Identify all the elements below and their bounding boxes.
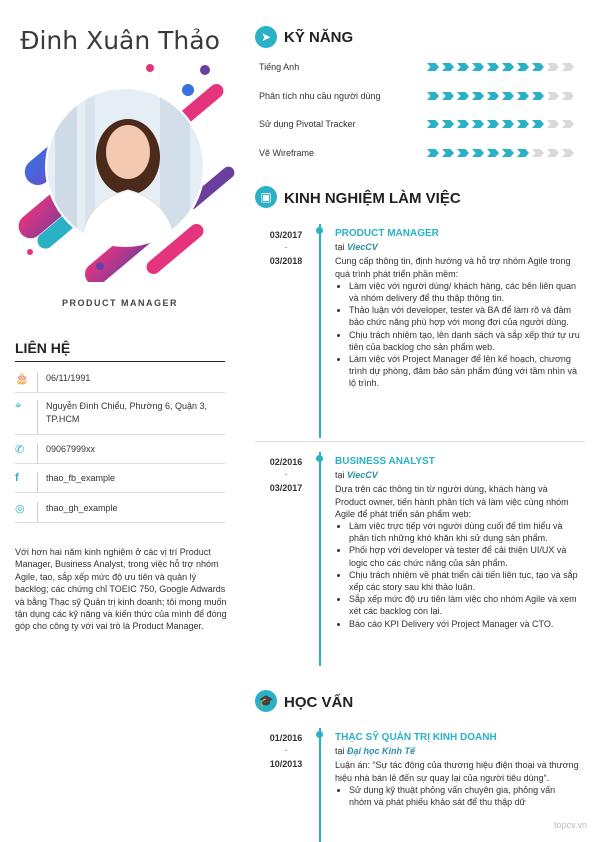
job-bullet: • Chịu trách nhiệm tạo, lên danh sách và sắp xếp thứ tự ưu tiên của backlog cho sản phẩm web. xyxy=(349,329,580,353)
timeline-line xyxy=(319,728,321,842)
job-description: Dựa trên các thông tin từ người dùng, khách hàng và Product owner, tiến hành phân tích và làm việc cùng nhóm Agile để phát triển sản phẩm web: xyxy=(335,484,569,519)
edu-end-date: 10/2013 xyxy=(269,759,303,769)
left-column xyxy=(0,0,235,842)
contact-heading-rule xyxy=(15,361,225,362)
skill-level-chevron xyxy=(532,92,544,100)
skill-row xyxy=(259,62,579,76)
skill-level-chevron xyxy=(472,120,484,128)
entry-divider xyxy=(255,441,585,442)
paper-plane-icon: ➤ xyxy=(255,26,277,48)
timeline-dot xyxy=(316,731,323,738)
skill-level-chevron xyxy=(427,92,439,100)
job-bullet: • Phối hợp với developer và tester để cải thiện UI/UX và logic cho các chức năng của sản phẩm. xyxy=(349,544,580,568)
job-start-date: 03/2017 xyxy=(269,230,303,240)
skill-level-chevron xyxy=(427,63,439,71)
school xyxy=(335,745,580,757)
candidate-name: Đinh Xuân Thảo xyxy=(20,26,220,55)
skill-level-chevron xyxy=(457,63,469,71)
contact-facebook-text[interactable]: thao_fb_example xyxy=(46,473,116,483)
phone-icon: ✆ xyxy=(15,444,25,456)
job-bullet: • Làm việc trực tiếp với người dùng cuối để tìm hiểu và phân tích những khó khăn khi sử dụng sản phẩm. xyxy=(349,520,580,544)
job-bullets xyxy=(335,280,580,390)
skill-level-chevron xyxy=(547,120,559,128)
skill-label: Phân tích nhu cầu người dùng xyxy=(259,91,381,101)
skill-level-chevron xyxy=(472,149,484,157)
skill-label: Tiếng Anh xyxy=(259,62,300,72)
briefcase-icon: ▣ xyxy=(255,186,277,208)
skill-level-chevron xyxy=(517,120,529,128)
skill-row xyxy=(259,91,579,105)
job-end-date: 03/2017 xyxy=(269,483,303,493)
skill-level-chevron xyxy=(442,149,454,157)
date-dash: - xyxy=(284,242,288,252)
education-bullet: • Sử dụng kỹ thuật phỏng vấn chuyên gia, phỏng vấn nhóm và phát phiếu khảo sát để thu thập dữ xyxy=(349,784,580,808)
skill-level-chevron xyxy=(442,92,454,100)
skill-level-chevron xyxy=(502,92,514,100)
skill-level-chevron xyxy=(562,63,574,71)
job-title: PRODUCT MANAGER xyxy=(335,228,439,239)
github-icon: ◎ xyxy=(15,503,25,515)
skill-level-chevron xyxy=(502,63,514,71)
skill-level-chevron xyxy=(457,92,469,100)
skill-level-chevron xyxy=(442,120,454,128)
contact-separator xyxy=(37,502,38,522)
skill-level-chevron xyxy=(442,63,454,71)
skill-level-chevron xyxy=(532,120,544,128)
skill-level-chevron xyxy=(502,149,514,157)
skill-level xyxy=(427,120,574,128)
skill-level-chevron xyxy=(427,149,439,157)
skill-level xyxy=(427,149,574,157)
skill-level-chevron xyxy=(487,149,499,157)
profile-photo xyxy=(10,62,235,282)
skill-level-chevron xyxy=(547,63,559,71)
skill-level-chevron xyxy=(487,63,499,71)
contact-phone xyxy=(15,443,225,464)
job-end-date: 03/2018 xyxy=(269,256,303,266)
skill-level-chevron xyxy=(427,120,439,128)
at-label: tại xyxy=(335,242,345,253)
job-bullets xyxy=(335,520,580,630)
contact-phone-text: 09067999xx xyxy=(46,444,96,454)
contact-facebook[interactable] xyxy=(15,472,225,493)
job-bullet: • Báo cáo KPI Delivery với Project Manager và CTO. xyxy=(349,618,580,630)
contact-address-text: Nguyễn Đình Chiểu, Phường 6, Quận 3, TP.HCM xyxy=(46,401,208,424)
skill-label: Sử dụng Pivotal Tracker xyxy=(259,119,356,129)
birthday-cake-icon: 🎂 xyxy=(15,373,29,385)
timeline-dot xyxy=(316,455,323,462)
contact-birthday-text: 06/11/1991 xyxy=(46,373,91,383)
at-label: tại xyxy=(335,746,345,757)
candidate-role: PRODUCT MANAGER xyxy=(62,298,178,308)
skill-level-chevron xyxy=(472,63,484,71)
contact-github-text[interactable]: thao_gh_example xyxy=(46,503,118,513)
skill-level-chevron xyxy=(532,63,544,71)
job-title: BUSINESS ANALYST xyxy=(335,456,435,467)
school-name: Đại học Kinh Tế xyxy=(347,746,416,757)
contact-separator xyxy=(37,372,38,392)
timeline-line xyxy=(319,452,321,666)
skill-level-chevron xyxy=(562,92,574,100)
date-dash: - xyxy=(284,469,288,479)
company-name: ViecCV xyxy=(347,242,378,253)
date-dash: - xyxy=(284,745,288,755)
job-bullet: • Làm việc với người dùng/ khách hàng, các bên liên quan và nhóm delivery để thu thập thông tin. xyxy=(349,280,580,304)
skill-level xyxy=(427,63,574,71)
job-description: Cung cấp thông tin, định hướng và hỗ trợ nhóm Agile trong quá trình phát triển phần mềm: xyxy=(335,256,571,279)
contact-heading: LIÊN HỆ xyxy=(15,340,71,356)
job-bullet: • Thảo luận với developer, tester và BA để làm rõ và đảm bảo chức năng phù hợp với mong đợi của người dùng. xyxy=(349,304,580,328)
skill-row xyxy=(259,119,579,133)
job-entry xyxy=(335,228,580,390)
skill-level-chevron xyxy=(517,149,529,157)
watermark: topcv.vn xyxy=(554,820,587,830)
skill-level-chevron xyxy=(547,149,559,157)
company-name: ViecCV xyxy=(347,470,378,481)
job-entry xyxy=(335,456,580,630)
job-company xyxy=(335,469,580,481)
timeline-dot xyxy=(316,227,323,234)
skill-level-chevron xyxy=(487,92,499,100)
education-heading: HỌC VẤN xyxy=(284,694,354,711)
job-company xyxy=(335,241,580,253)
facebook-icon: f xyxy=(15,472,19,484)
about-summary: Với hơn hai năm kinh nghiệm ở các vị trí Product Manager, Business Analyst, trong việc hỗ trợ nhóm Agile, tạo, sắp xếp mức độ ưu tiên và quản lý backlog; các chứng chỉ TOEIC 750, Google Adwards và bằng Thạc sỹ Quản trị kinh doanh; tôi mong muốn tận dụng các kỹ năng và kiến thức của mình để đóng góp cho công ty với vai trò là Product Manager. xyxy=(15,547,227,632)
skill-level xyxy=(427,92,574,100)
skill-level-chevron xyxy=(502,120,514,128)
degree-title: THẠC SỸ QUẢN TRỊ KINH DOANH xyxy=(335,732,497,743)
skill-level-chevron xyxy=(517,92,529,100)
location-pin-icon: ⌖ xyxy=(15,400,22,412)
skill-level-chevron xyxy=(547,92,559,100)
profile-photo-art xyxy=(10,62,235,282)
skill-level-chevron xyxy=(562,120,574,128)
education-bullets xyxy=(335,784,580,808)
job-bullet: • Chịu trách nhiệm về phát triển cải tiến liên tục, tạo và sắp xếp các story sau khi thảo luận. xyxy=(349,569,580,593)
skill-level-chevron xyxy=(457,149,469,157)
job-bullet: • Sắp xếp mức độ ưu tiên làm việc cho nhóm Agile và xem xét các backlog còn lại. xyxy=(349,593,580,617)
education-entry xyxy=(335,732,580,808)
contact-separator xyxy=(37,472,38,492)
graduation-cap-icon: 🎓 xyxy=(255,690,277,712)
skill-level-chevron xyxy=(487,120,499,128)
timeline-line xyxy=(319,224,321,438)
job-bullet: • Làm việc với Project Manager để lên kế hoạch, chương trình dự phòng, đảm bảo sản phẩm đúng với tầm nhìn và lộ trình. xyxy=(349,353,580,390)
skill-row xyxy=(259,148,579,162)
contact-github[interactable] xyxy=(15,502,225,523)
skill-level-chevron xyxy=(472,92,484,100)
at-label: tại xyxy=(335,470,345,481)
skill-level-chevron xyxy=(457,120,469,128)
contact-birthday xyxy=(15,372,225,393)
skill-label: Vẽ Wireframe xyxy=(259,148,315,158)
edu-start-date: 01/2016 xyxy=(269,733,303,743)
contact-address xyxy=(15,400,225,435)
skill-level-chevron xyxy=(517,63,529,71)
skill-level-chevron xyxy=(562,149,574,157)
skill-level-chevron xyxy=(532,149,544,157)
thesis-description: Luận án: “Sự tác động của thương hiệu điện thoại và thương hiệu nhà bán lẻ đến sự quay lại của người tiêu dùng“. xyxy=(335,760,579,783)
experience-heading: KINH NGHIỆM LÀM VIỆC xyxy=(284,190,461,207)
job-start-date: 02/2016 xyxy=(269,457,303,467)
contact-separator xyxy=(37,443,38,463)
contact-separator xyxy=(37,400,38,434)
skills-heading: KỸ NĂNG xyxy=(284,29,354,46)
